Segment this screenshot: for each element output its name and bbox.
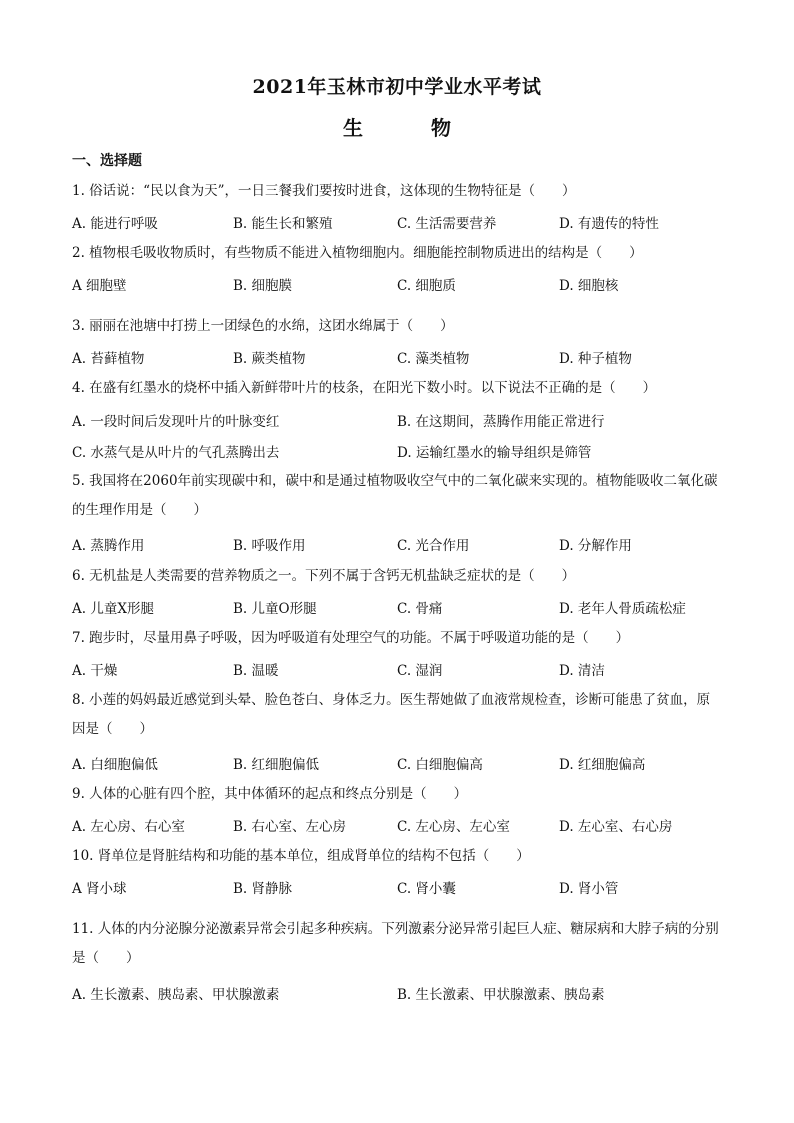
option-c: C. 藻类植物 [397, 351, 470, 367]
option-b: B. 右心室、左心房 [233, 819, 347, 835]
option-b: B. 红细胞偏低 [233, 757, 320, 773]
option-c: C. 水蒸气是从叶片的气孔蒸腾出去 [72, 445, 280, 461]
option-c: C. 光合作用 [397, 538, 470, 554]
section-heading: 一、选择题 [72, 153, 142, 169]
question-10-options [72, 877, 722, 897]
option-b: B. 在这期间，蒸腾作用能正常进行 [397, 414, 605, 430]
option-a: A. 一段时间后发现叶片的叶脉变红 [72, 414, 280, 430]
option-d: D. 细胞核 [559, 278, 619, 294]
option-c: C. 肾小囊 [397, 881, 456, 897]
question-10-stem: 10. 肾单位是肾脏结构和功能的基本单位，组成肾单位的结构不包括（ ） [72, 848, 530, 864]
question-7-options [72, 659, 722, 679]
option-c: C. 湿润 [397, 663, 443, 679]
option-b: B. 蕨类植物 [233, 351, 306, 367]
option-a: A. 生长激素、胰岛素、甲状腺激素 [72, 987, 280, 1003]
question-4-options-row2 [72, 441, 722, 461]
option-c: C. 骨痛 [397, 601, 443, 617]
option-b: B. 能生长和繁殖 [233, 216, 333, 232]
question-6-stem: 6. 无机盐是人类需要的营养物质之一。下列不属于含钙无机盐缺乏症状的是（ ） [72, 568, 576, 584]
question-5-stem: 5. 我国将在2060年前实现碳中和，碳中和是通过植物吸收空气中的二氧化碳来实现的。植物能吸收二氧化碳的生理作用是（ ） [72, 473, 718, 518]
option-b: B. 肾静脉 [233, 881, 293, 897]
question-9-options [72, 815, 722, 835]
option-a: A. 苔藓植物 [72, 351, 145, 367]
option-d: D. 肾小管 [559, 881, 619, 897]
option-d: D. 分解作用 [559, 538, 632, 554]
question-3-options [72, 347, 722, 367]
option-a: A 肾小球 [72, 881, 127, 897]
question-1-stem: 1. 俗话说：“民以食为天”，一日三餐我们要按时进食，这体现的生物特征是（ ） [72, 183, 576, 199]
option-c: C. 生活需要营养 [397, 216, 497, 232]
option-c: C. 左心房、左心室 [397, 819, 510, 835]
question-1-options [72, 212, 722, 232]
option-a: A. 儿童X形腿 [72, 601, 154, 617]
subject-title: 生 物 [343, 116, 475, 140]
option-d: D. 运输红墨水的输导组织是筛管 [397, 445, 592, 461]
option-d: D. 老年人骨质疏松症 [559, 601, 686, 617]
option-a: A. 能进行呼吸 [72, 216, 158, 232]
question-2-stem: 2. 植物根毛吸收物质时，有些物质不能进入植物细胞内。细胞能控制物质进出的结构是（ ） [72, 245, 643, 261]
question-11-stem: 11. 人体的内分泌腺分泌激素异常会引起多种疾病。下列激素分泌异常引起巨人症、糖尿病和大脖子病的分别是（ ） [72, 921, 719, 966]
option-a: A. 白细胞偏低 [72, 757, 158, 773]
option-b: B. 儿童O形腿 [233, 601, 317, 617]
option-a: A. 蒸腾作用 [72, 538, 145, 554]
option-c: C. 细胞质 [397, 278, 456, 294]
question-9-stem: 9. 人体的心脏有四个腔，其中体循环的起点和终点分别是（ ） [72, 786, 468, 802]
question-11-options [72, 983, 722, 1003]
question-4-stem: 4. 在盛有红墨水的烧杯中插入新鲜带叶片的枝条，在阳光下数小时。以下说法不正确的是（ ） [72, 380, 657, 396]
question-8-stem: 8. 小莲的妈妈最近感觉到头晕、脸色苍白、身体乏力。医生帮她做了血液常规检查，诊断可能患了贫血，原因是（ ） [72, 692, 711, 737]
option-a: A. 干燥 [72, 663, 118, 679]
option-a: A 细胞壁 [72, 278, 127, 294]
option-d: D. 清洁 [559, 663, 605, 679]
option-b: B. 呼吸作用 [233, 538, 306, 554]
question-6-options [72, 597, 722, 617]
option-d: D. 种子植物 [559, 351, 632, 367]
question-8-options [72, 753, 722, 773]
question-2-options [72, 274, 722, 294]
option-d: D. 左心室、右心房 [559, 819, 673, 835]
option-d: D. 有遗传的特性 [559, 216, 659, 232]
question-7-stem: 7. 跑步时，尽量用鼻子呼吸，因为呼吸道有处理空气的功能。不属于呼吸道功能的是（ ） [72, 630, 630, 646]
question-5-options [72, 534, 722, 554]
option-a: A. 左心房、右心室 [72, 819, 185, 835]
question-3-stem: 3. 丽丽在池塘中打捞上一团绿色的水绵，这团水绵属于（ ） [72, 318, 454, 334]
option-b: B. 生长激素、甲状腺激素、胰岛素 [397, 987, 605, 1003]
exam-title: 2021年玉林市初中学业水平考试 [252, 76, 542, 98]
question-4-options-row1 [72, 410, 722, 430]
option-d: D. 红细胞偏高 [559, 757, 646, 773]
option-b: B. 细胞膜 [233, 278, 293, 294]
option-c: C. 白细胞偏高 [397, 757, 483, 773]
option-b: B. 温暖 [233, 663, 279, 679]
